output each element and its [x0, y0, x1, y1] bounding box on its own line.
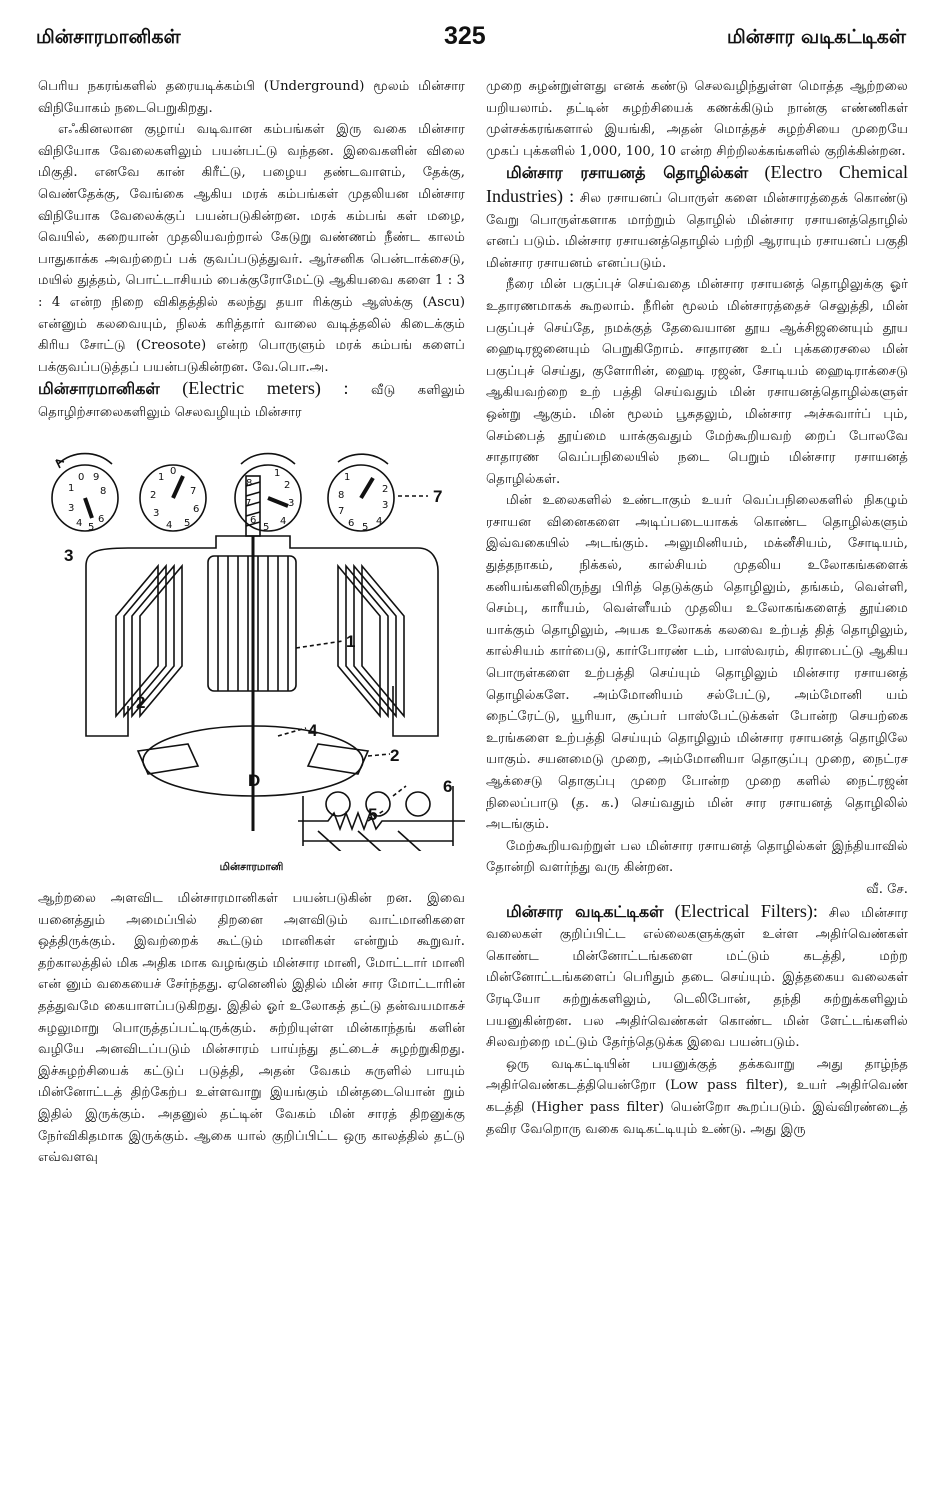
lamp-3	[406, 792, 430, 816]
page-number: 325	[444, 22, 486, 50]
label-5: 5	[368, 804, 378, 824]
label-2b: 2	[390, 745, 400, 765]
paragraph-underground: பெரிய நகரங்களில் தரையடிக்கம்பி (Underground) மூலம் மின்சார விநியோகம் நடைபெறுகிறது.	[38, 79, 465, 116]
svg-text:3: 3	[68, 502, 75, 514]
svg-text:5: 5	[362, 521, 369, 533]
svg-text:2: 2	[284, 479, 291, 491]
section-heading-electric-meters: மின்சாரமானிகள்	[38, 379, 160, 399]
svg-text:7: 7	[338, 505, 345, 517]
running-header-left: மின்சாரமானிகள்	[36, 26, 181, 48]
svg-text:0: 0	[78, 471, 85, 483]
section-heading-electric-meters-en: (Electric meters) :	[182, 378, 349, 399]
electric-meter-figure	[38, 436, 465, 851]
paragraph-meter-readout: முறை சுழன்றுள்ளது எனக் கண்டு செலவழிந்துள்ள மொத்த ஆற்றலை யறியலாம். தட்டின் சுழற்சியைக் கணக்கிடும் நான்கு எண்ணிகள் முள்சக்கரங்களால் இயங்கி, அதன் மொத்தச் சுழற்சியை முறையே முகப் புக்களில் 1,000, 100, 10 என்ற சிற்றிலக்கங்களில் குறிக்கின்றன.	[486, 79, 908, 159]
dial-3	[235, 453, 301, 530]
svg-text:1: 1	[344, 471, 351, 483]
svg-text:6: 6	[250, 514, 257, 526]
svg-text:6: 6	[348, 517, 355, 529]
paragraph-furnace-industries: மின் உலைகளில் உண்டாகும் உயர் வெப்பநிலைகளில் நிகழும் ரசாயன வினைகளை அடிப்படையாகக் கொண்ட தொழில்களும் இவ்வகையில் அடங்கும். அலுமினியம், மக்னீசியம், சோடியம், துத்தநாகம், நிக்கல், கால்சியம் முதலிய உலோகங்களைக் கனியங்களிலிருந்து பிரித் தெடுக்கும் தொழிலும், தங்கம், வெள்ளி, செம்பு, காரீயம், வெள்ளீயம் முதலிய உலோகங்களைத் தூய்மை யாக்கும் தொழிலும், அயக உலோகக் கலவை உற்பத் தித் தொழிலும், கால்சியம் கார்பைடு, கார்போரண் டம், பாஸ்வரம், கிராபைட்டு ஆகிய பொருள்களை உற்பத்தி செய்யும் தொழிலும் மின்சார ரசாயனத் தொழில்களே. அம்மோனியம் சல்பேட்டு, அம்மோனி யம் நைட்ரேட்டு, யூரியா, சூப்பர் பாஸ்பேட்டுக்கள் போன்ற செயற்கை உரங்களை உற்பத்தி செய்யும் தொழிலும் மின்சார ரசாயனத் தொழிலே யாகும். சயனமைடு முறை, அம்மோனியா தொகுப்பு முறை, நைட்ரச ஆக்சைடு தொகுப்பு முறை போன்ற முறை களில் நைட்ரஜன் நிலைப்பாடு (த. க.) செய்வதும் மின் சார ரசாயனத் தொழிலில் அடங்கும்.	[486, 493, 908, 833]
author-initials-1: வே.பொ.அ.	[252, 359, 329, 375]
svg-text:3: 3	[153, 507, 160, 519]
paragraph-poles	[38, 119, 465, 378]
author-initials-2: வீ. சே.	[866, 881, 908, 897]
paragraph-india-text: மேற்கூறியவற்றுள் பல மின்சார ரசாயனத் தொழில்கள் இந்தியாவில் தோன்றி வளர்ந்து வரு கின்றன.	[486, 838, 908, 876]
section-heading-electrochemical: மின்சார ரசாயனத் தொழில்கள்	[506, 163, 749, 183]
label-6: 6	[443, 776, 453, 796]
svg-text:8: 8	[246, 477, 253, 489]
label-4: 4	[308, 720, 318, 740]
paragraph-india	[486, 836, 908, 901]
running-header-right: மின்சார வடிகட்டிகள்	[726, 26, 906, 48]
svg-text:1: 1	[158, 471, 165, 483]
label-3: 3	[64, 545, 74, 565]
svg-text:1: 1	[274, 467, 281, 479]
figure-caption: மின்சாரமானி	[219, 860, 284, 873]
paragraph-filters-intro	[486, 901, 908, 1054]
paragraph-filter-types: ஒரு வடிகட்டியின் பயனுக்குத் தக்கவாறு அது தாழ்ந்த அதிர்வெண்கடத்தியென்றோ (Low pass filter), உயர் அதிர்வெண் கடத்தி (Higher pass filter) யென்றோ கூறப்படும். இவ்விரண்டைத் தவிர வேறொரு வகை வடிகட்டியும் உண்டு. அது இரு	[486, 1056, 908, 1137]
right-column	[486, 76, 908, 1140]
svg-text:0: 0	[170, 465, 177, 477]
svg-text:2: 2	[150, 489, 157, 501]
paragraph-poles-text: எஃகினலான குழாய் வடிவான கம்பங்கள் இரு வகை மின்சார விநியோக வேலைகளிலும் பயன்பட்டு வந்தன. இவைகளின் விலை மிகுதி. எனவே கான் கிரீட்டு, பழைய தண்டவாளம், தேக்கு, வெண்தேக்கு, வேங்கை ஆகிய மரக் கம்பங்கள் முதலியன மின்சார விநியோக வேலைக்குப் பயன்படுகின்றன. மரக் கம்பங் கள் மழை, வெயில், கறையான் முதலியவற்றால் கேடுறு வண்ணம் நீண்ட காலம் பாதுகாக்க அவற்றைப் பக் குவப்படுத்துவர். ஆர்சனிக பென்டாக்சைடு, மயில் துத்தம், பொட்டாசியம் பைக்குரோமேட்டு ஆகியவை களை 1 : 3 : 4 என்ற நிறை விகிதத்தில் கலந்து தயா ரிக்கும் ஆஸ்க்கு (Ascu) என்னும் கலவையும், நிலக் கரித்தார் வாலை வடித்தலில் கிடைக்கும் கிரிய சோட்டு (Creosote) என்ற பொருளும் மரக் கம்பங் களைப் பக்குவப்படுத்தப் பயன்படுகின்றன.	[38, 122, 465, 375]
meters-intro-text: வீடு களிலும் தொழிற்சாலைகளிலும் செலவழியும் மின்சார	[38, 383, 465, 420]
field-coil-left	[116, 566, 182, 716]
paragraph-meter-operation: ஆற்றலை அளவிட மின்சாரமானிகள் பயன்படுகின் றன. இவை யனைத்தும் அமைப்பில் திறனை அளவிடும் வாட்மானிகளை ஒத்திருக்கும். இவற்றைக் கூட்டும் மானிகள் என்றும் கூறுவர். தற்காலத்தில் மிக அதிக மாக வழங்கும் மின்சார மானி, மோட்டார் மானி என் னும் வகையைச் சேர்ந்தது. ஏனெனில் இதில் மின் சார மோட்டாரின் தத்துவமே கையாளப்படுகிறது. இதில் ஓர் உலோகத் தட்டு தன்வயமாகச் சுழலுமாறு பொருத்தப்பட்டிருக்கும். சுற்றியுள்ள மின்காந்தங் களின் வழியே அனவிடப்படும் மின்சாரம் பாய்ந்து தட்டைச் சுழற்றுகிறது. இச்சுழற்சியைக் கட்டுப் படுத்தி, அதன் வேகம் சுருளில் பாயும் மின்னோட்டத் திற்கேற்ப உள்ளவாறு இயங்கும் மின்தடையொன் றும் இதில் இருக்கும். அதனுல் தட்டின் வேகம் மின் சாரத் திறனுக்கு நேர்விகிதமாக இருக்கும். ஆகை யால் குறிப்பிட்ட ஒரு காலத்தில் தட்டு எவ்வளவு	[38, 891, 465, 1166]
svg-text:8: 8	[338, 489, 345, 501]
section-heading-electrochemical-en: (Electro Chemical Industries) :	[486, 162, 908, 206]
lamp-1	[326, 792, 350, 816]
svg-text:4: 4	[76, 517, 83, 529]
label-1: 1	[346, 631, 356, 651]
svg-text:1: 1	[68, 482, 75, 494]
left-column	[38, 76, 465, 1169]
svg-text:2: 2	[382, 483, 389, 495]
paragraph-meters-intro	[38, 378, 465, 423]
svg-text:9: 9	[93, 471, 100, 483]
svg-text:7: 7	[190, 485, 197, 497]
paragraph-electrochem-intro	[486, 162, 908, 274]
paragraph-electrolysis: நீரை மின் பகுப்புச் செய்வதை மின்சார ரசாயனத் தொழிலுக்கு ஓர் உதாரணமாகக் கூறலாம். நீரின் மூலம் மின்சாரத்தைச் செலுத்தி, மின் பகுப்புச் செய்தே, நமக்குத் தேவையான தூய ஆக்சிஜனையும் தூய ஹைடிரஜனையும் பெறுகிறோம். சாதாரண உப் புக்கரைசலை மின் பகுப்புச் செய்து, குளோரின், ஹைடி ரஜன், சோடியம் ஹைடிராக்சைடு ஆகியவற்றை உற் பத்தி செய்வதும் மின் ரசாயனத்தொழில்களுள் ஒன்று ஆகும். மின் மூலம் பூசுதலும், மின்சார அச்சுவார்ப் பும், செம்பைத் தூய்மை யாக்குவதும் மேற்கூறியவற் றைப் போலவே சாதாரண வெப்பநிலையில் நடை பெறும் மின்சார ரசாயனத் தொழில்கள்.	[486, 277, 908, 487]
label-disk: D	[248, 770, 261, 790]
dial-1	[52, 453, 118, 530]
label-2a: 2	[136, 692, 146, 712]
svg-text:8: 8	[100, 485, 107, 497]
section-heading-electrical-filters: மின்சார வடிகட்டிகள்	[506, 901, 664, 921]
svg-text:3: 3	[382, 499, 389, 511]
svg-text:5: 5	[184, 517, 191, 529]
label-7: 7	[433, 486, 443, 506]
svg-text:6: 6	[193, 503, 200, 515]
section-heading-electrical-filters-en: (Electrical Filters):	[674, 900, 818, 921]
electrochem-intro-text: சில ரசாயனப் பொருள் களை மின்சாரத்தைக் கொண்டு வேறு பொருள்களாக மாற்றும் தொழில் மின்சார ரசாயனத்தொழில் எனப் படும். மின்சார ரசாயனத்தொழில் பற்றி ஆராயும் ரசாயனப் பகுதி மின்சார ரசாயனம் எனப்படும்.	[486, 190, 909, 271]
filters-intro-text: சில மின்சார வலைகள் குறிப்பிட்ட எல்லைகளுக்குள் உள்ள அதிர்வெண்கள் கொண்ட மின்னோட்டங்களை மட்டும் கடத்தி, மற்ற மின்னோட்டங்களைப் பெரிதும் தடை செய்யும். இத்தகைய வலைகள் ரேடியோ சுற்றுக்களிலும், டெலிபோன், தந்தி சுற்றுக்களிலும் பயனுகின்றன. பல அதிர்வெண்கள் கொண்ட மின் ளேட்டங்களில் சிலவற்றை மட்டும் தேர்ந்தெடுக்க இவை பயன்படும்.	[486, 905, 908, 1051]
svg-text:4: 4	[280, 515, 287, 527]
svg-text:6: 6	[98, 513, 105, 525]
svg-text:5: 5	[263, 521, 270, 533]
svg-text:5: 5	[88, 521, 95, 533]
svg-text:4: 4	[166, 519, 173, 531]
svg-text:4: 4	[376, 515, 383, 527]
svg-text:7: 7	[245, 497, 252, 509]
svg-text:3: 3	[288, 497, 295, 509]
electric-meter-diagram	[38, 436, 465, 851]
